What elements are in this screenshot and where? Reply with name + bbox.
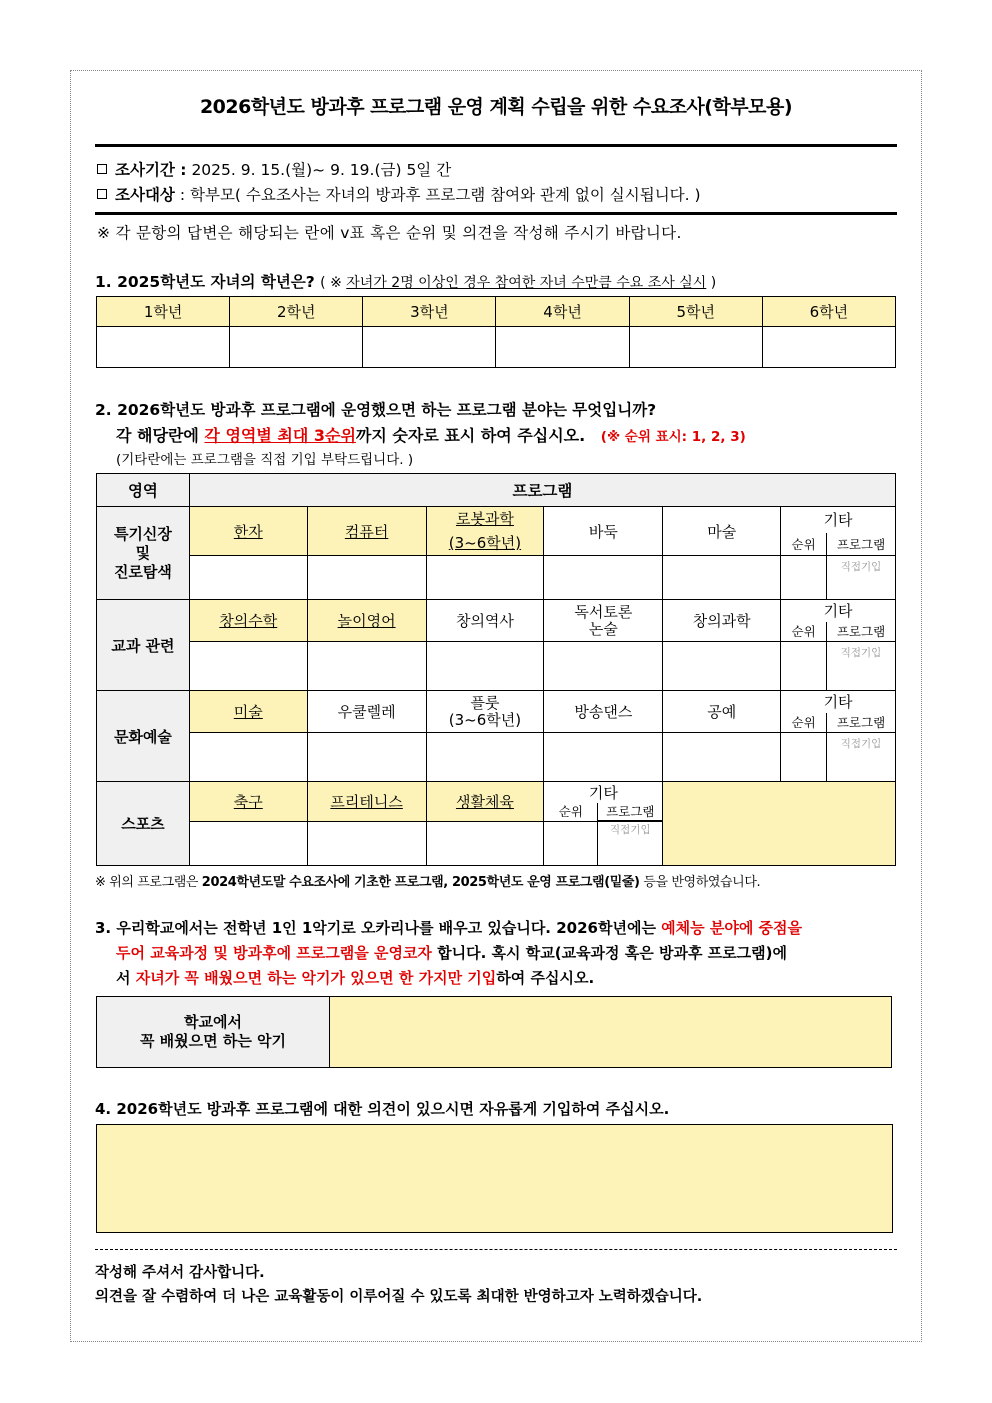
q3-line-2: 두어 교육과정 및 방과후에 프로그램을 운영코자 합니다. 혹시 학교(교육과정 혹은 방과후 프로그램)에 [116, 944, 787, 962]
area-4-etc-header: 기타 [544, 782, 663, 804]
area-3-dance-input[interactable] [544, 733, 663, 782]
grade-4-header: 4학년 [496, 297, 629, 327]
grade-3-header: 3학년 [363, 297, 496, 327]
area-1-hanja-input[interactable] [189, 556, 307, 600]
area-2-science-input[interactable] [663, 642, 781, 691]
area-1-robot-input[interactable] [426, 556, 544, 600]
area-1-baduk-input[interactable] [544, 556, 663, 600]
program-broadcast-dance: 방송댄스 [544, 691, 663, 733]
grade-1-input[interactable] [97, 327, 230, 368]
checkbox-square-icon [97, 189, 107, 199]
sports-empty-area [663, 782, 896, 866]
area-3-etc-header: 기타 [781, 691, 896, 713]
program-computer: 컴퓨터 [307, 507, 426, 556]
program-art: 미술 [189, 691, 307, 733]
program-robot-science: 로봇과학 (3~6학년) [426, 507, 544, 556]
area-4-tennis-input[interactable] [307, 822, 426, 866]
program-soccer: 축구 [189, 782, 307, 822]
area-1-etc-header: 기타 [781, 507, 896, 533]
grade-table [96, 296, 896, 368]
area-1-magic-input[interactable] [663, 556, 781, 600]
area-1-etc-rank-input[interactable] [781, 556, 827, 600]
area-3-etc-program-input[interactable]: 직접기입 [827, 733, 896, 782]
area-4-sports-input[interactable] [426, 822, 544, 866]
instrument-table [96, 996, 892, 1068]
area-4-etc-inputs[interactable] [544, 822, 663, 866]
program-baduk: 바둑 [544, 507, 663, 556]
grade-5-input[interactable] [629, 327, 762, 368]
area-4-label: 스포츠 [97, 782, 190, 866]
area-4-etc-rank-input[interactable] [544, 822, 598, 865]
grade-6-input[interactable] [762, 327, 895, 368]
area-2-etc-rank-input[interactable] [781, 642, 827, 691]
area-1-etc-program-input[interactable]: 직접기입 [827, 556, 896, 600]
area-2-reading-input[interactable] [544, 642, 663, 691]
area-2-history-input[interactable] [426, 642, 544, 691]
program-hanja: 한자 [189, 507, 307, 556]
area-3-flute-input[interactable] [426, 733, 544, 782]
area-1-label: 특기신장 및 진로탐색 [97, 507, 190, 600]
program-free-tennis: 프리테니스 [307, 782, 426, 822]
q2-footnote: ※ 위의 프로그램은 2024학년도말 수요조사에 기초한 프로그램, 2025학년도 운영 프로그램(밑줄) 등을 반영하였습니다. [95, 875, 761, 890]
q3-line-3: 서 자녀가 꼭 배웠으면 하는 악기가 있으면 한 가지만 기입하여 주십시오. [116, 969, 595, 987]
program-header: 프로그램 [189, 474, 895, 507]
program-crafts: 공예 [663, 691, 781, 733]
grade-2-input[interactable] [230, 327, 363, 368]
grade-2-header: 2학년 [230, 297, 363, 327]
page-title: 2026학년도 방과후 프로그램 운영 계획 수립을 위한 수요조사(학부모용) [199, 96, 793, 118]
program-reading-debate: 독서토론 논술 [544, 600, 663, 642]
grade-5-header: 5학년 [629, 297, 762, 327]
area-2-rank-label: 순위 [781, 622, 827, 642]
checkbox-square-icon [97, 164, 107, 174]
area-3-program-label: 프로그램 [827, 713, 896, 733]
q1-title: 1. 2025학년도 자녀의 학년은? ( ※ 자녀가 2명 이상인 경우 참여한 자녀 수만큼 수요 조사 실시 ) [95, 273, 717, 291]
instruction-note: ※ 각 문항의 답변은 해당되는 란에 v표 혹은 순위 및 의견을 작성해 주시기 바랍니다. [97, 224, 682, 242]
grade-3-input[interactable] [363, 327, 496, 368]
area-1-program-label: 프로그램 [827, 533, 896, 556]
instrument-input[interactable] [330, 997, 892, 1068]
info-rule [95, 212, 897, 215]
q2-etc-note: (기타란에는 프로그램을 직접 기입 부탁드립니다. ) [116, 452, 414, 468]
area-4-etc-sublabels: 순위 프로그램 [544, 803, 663, 822]
area-header: 영역 [97, 474, 190, 507]
area-2-etc-program-input[interactable]: 직접기입 [827, 642, 896, 691]
area-3-ukulele-input[interactable] [307, 733, 426, 782]
area-1-computer-input[interactable] [307, 556, 426, 600]
area-4-soccer-input[interactable] [189, 822, 307, 866]
program-table [96, 473, 896, 866]
closing-thanks: 작성해 주셔서 감사합니다. [95, 1265, 265, 1281]
program-creative-history: 창의역사 [426, 600, 544, 642]
area-2-etc-header: 기타 [781, 600, 896, 622]
area-3-label: 문화예술 [97, 691, 190, 782]
area-3-art-input[interactable] [189, 733, 307, 782]
program-flute: 플룻 (3~6학년) [426, 691, 544, 733]
program-play-english: 놀이영어 [307, 600, 426, 642]
area-2-label: 교과 관련 [97, 600, 190, 691]
closing-divider [95, 1249, 897, 1250]
area-3-crafts-input[interactable] [663, 733, 781, 782]
instrument-label: 학교에서 꼭 배웠으면 하는 악기 [97, 997, 330, 1068]
area-2-english-input[interactable] [307, 642, 426, 691]
q2-instruction: 각 해당란에 각 영역별 최대 3순위까지 숫자로 표시 하여 주십시오. (※ 순위 표시: 1, 2, 3) [116, 426, 746, 445]
program-life-sports: 생활체육 [426, 782, 544, 822]
grade-1-header: 1학년 [97, 297, 230, 327]
program-creative-math: 창의수학 [189, 600, 307, 642]
program-creative-science: 창의과학 [663, 600, 781, 642]
area-2-program-label: 프로그램 [827, 622, 896, 642]
survey-target: 조사대상 : 학부모( 수요조사는 자녀의 방과후 프로그램 참여와 관계 없이 실시됩니다. ) [97, 183, 701, 205]
program-ukulele: 우쿨렐레 [307, 691, 426, 733]
q3-line-1: 3. 우리학교에서는 전학년 1인 1악기로 오카리나를 배우고 있습니다. 2026학년에는 예체능 분야에 중점을 [95, 919, 803, 937]
survey-period: 조사기간 : 2025. 9. 15.(월)~ 9. 19.(금) 5일 간 [97, 158, 451, 180]
area-3-rank-label: 순위 [781, 713, 827, 733]
area-1-rank-label: 순위 [781, 533, 827, 556]
area-3-etc-rank-input[interactable] [781, 733, 827, 782]
program-magic: 마술 [663, 507, 781, 556]
opinion-input[interactable] [96, 1124, 893, 1233]
title-rule [95, 144, 897, 147]
q4-title: 4. 2026학년도 방과후 프로그램에 대한 의견이 있으시면 자유롭게 기입하여 주십시오. [95, 1100, 670, 1118]
area-2-math-input[interactable] [189, 642, 307, 691]
q2-title: 2. 2026학년도 방과후 프로그램에 운영했으면 하는 프로그램 분야는 무엇입니까? [95, 401, 657, 419]
area-4-etc-program-input[interactable]: 직접기입 [610, 824, 651, 836]
closing-message: 의견을 잘 수렴하여 더 나은 교육활동이 이루어질 수 있도록 최대한 반영하고자 노력하겠습니다. [95, 1289, 703, 1305]
grade-4-input[interactable] [496, 327, 629, 368]
grade-6-header: 6학년 [762, 297, 895, 327]
